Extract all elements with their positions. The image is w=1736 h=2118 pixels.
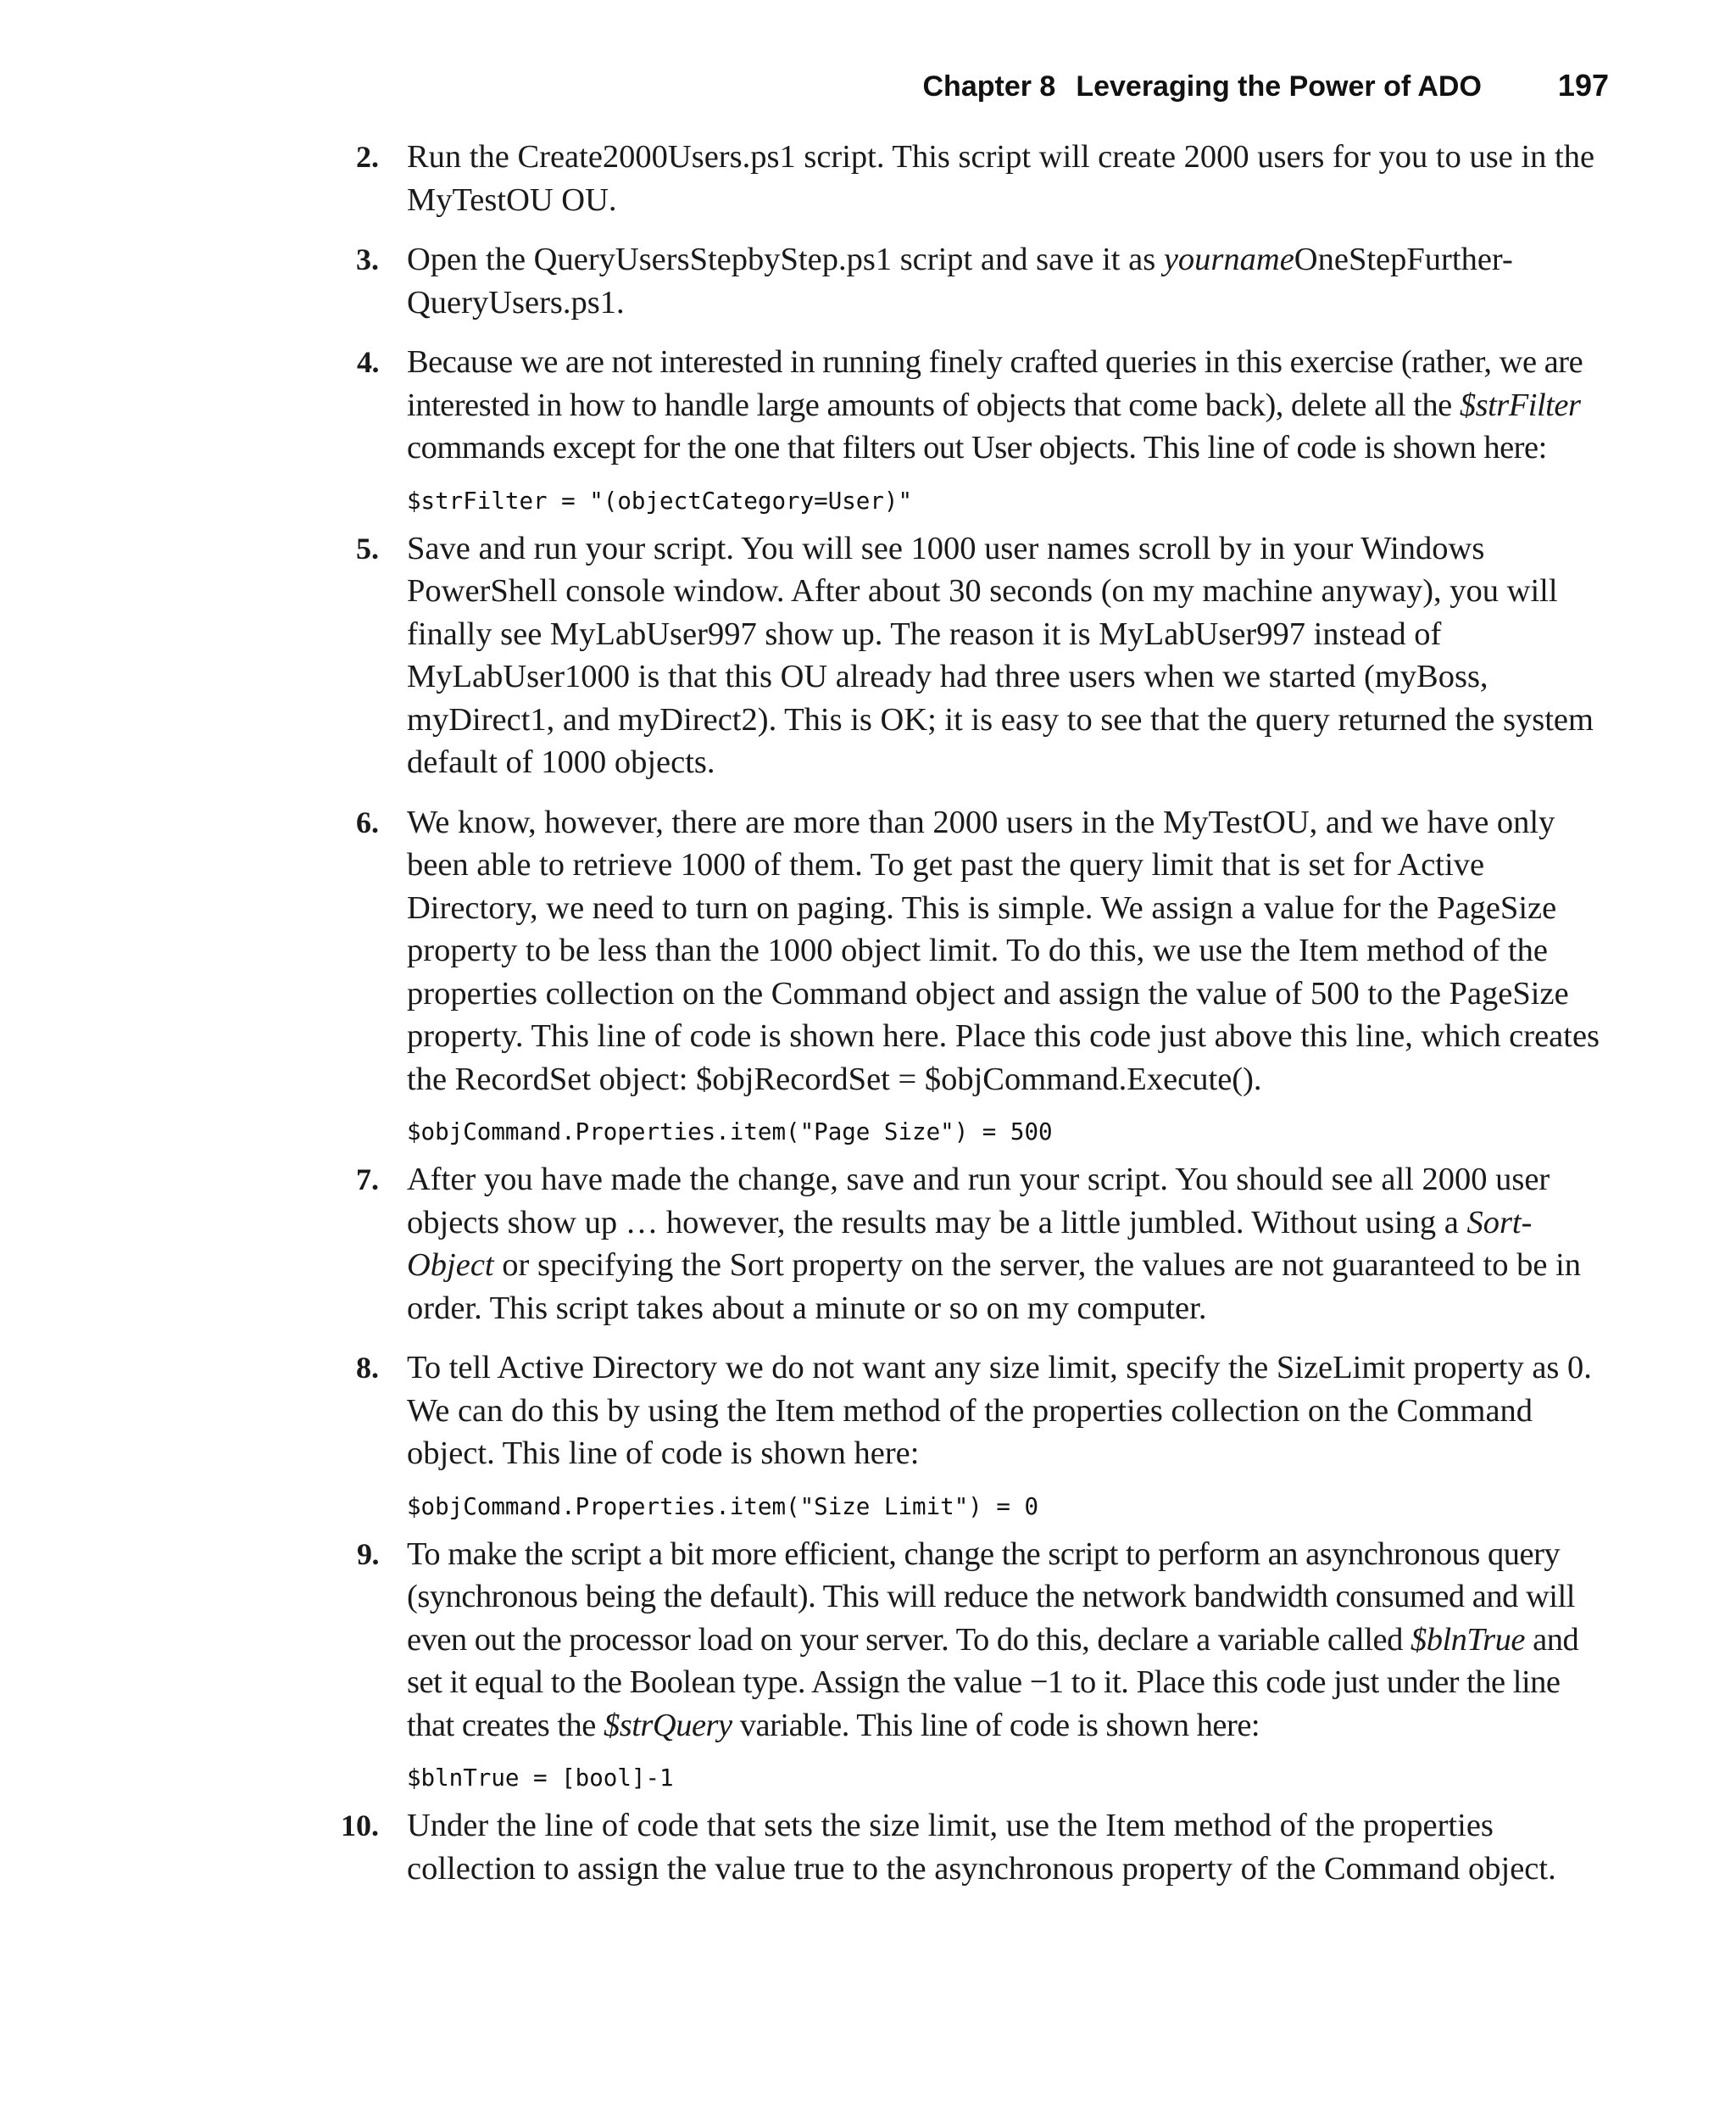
chapter-label: Chapter 8	[922, 70, 1056, 103]
step-number: 7.	[356, 1162, 379, 1196]
step-10	[335, 1804, 1615, 1890]
step-7	[335, 1158, 1615, 1329]
step-text: To make the script a bit more efficient, change the script to perform an asynchronous query (synchronous being the default). This will reduce the network bandwidth consumed and will even out the processor load on your server. To do this, declare a variable called $blnTrue and set it equal to the Boolean type. Assign the value −1 to it. Place this code just under the line that creates the $strQuery variable. This line of code is shown here:	[407, 1536, 1579, 1743]
step-4	[335, 341, 1615, 470]
step-text: After you have made the change, save and run your script. You should see all 2000 user objects show up … however, the results may be a little jumbled. Without using a Sort-Object or specifying the Sort property on the server, the values are not guaranteed to be in order. This script takes about a minute or so on my computer.	[407, 1162, 1582, 1326]
step-3	[335, 238, 1615, 324]
code-line: $strFilter = "(objectCategory=User)"	[407, 487, 913, 515]
step-text: Because we are not interested in running finely crafted queries in this exercise (rather, we are interested in how to handle large amounts of objects that come back), delete all the $strFilter commands except for the one that filters out User objects. This line of code is shown here:	[407, 344, 1583, 465]
step-6	[335, 801, 1615, 1101]
code-line: $objCommand.Properties.item("Page Size") = 500	[407, 1118, 1053, 1145]
chapter-title: Leveraging the Power of ADO	[1076, 70, 1482, 103]
step-text: Run the Create2000Users.ps1 script. This script will create 2000 users for you to use in the MyTestOU OU.	[407, 139, 1595, 218]
step-number: 3.	[356, 242, 379, 276]
step-text: We know, however, there are more than 2000 users in the MyTestOU, and we have only been able to retrieve 1000 of them. To get past the query limit that is set for Active Directory, we need to turn on paging. This is simple. We assign a value for the PageSize property to be less than the 1000 object limit. To do this, we use the Item method of the properties collection on the Command object and assign the value of 500 to the PageSize property. This line of code is shown here. Place this code just above this line, which creates the RecordSet object: $objRecordSet = $objCommand.Execute().	[407, 804, 1600, 1097]
code-line: $objCommand.Properties.item("Size Limit") = 0	[407, 1492, 1039, 1520]
step-number: 2.	[356, 140, 379, 174]
page-number: 197	[1557, 68, 1609, 103]
step-number: 4.	[357, 345, 379, 379]
step-text: Under the line of code that sets the size limit, use the Item method of the properties collection to assign the value true to the asynchronous property of the Command object.	[407, 1808, 1556, 1887]
page-body	[335, 136, 1615, 1907]
code-line: $blnTrue = [bool]-1	[407, 1764, 674, 1792]
step-text: Save and run your script. You will see 1000 user names scroll by in your Windows PowerShell console window. After about 30 seconds (on my machine anyway), you will finally see MyLabUser997 show up. The reason it is MyLabUser997 instead of MyLabUser1000 is that this OU already had three users when we started (myBoss, myDirect1, and myDirect2). This is OK; it is easy to see that the query returned the system default of 1000 objects.	[407, 530, 1594, 780]
step-9	[335, 1533, 1615, 1747]
step-number: 5.	[356, 531, 379, 566]
step-8	[335, 1346, 1615, 1475]
page-header	[923, 68, 1610, 103]
step-number: 6.	[356, 805, 379, 839]
step-text: Open the QueryUsersStepbyStep.ps1 script and save it as yournameOneStepFurther-QueryUsers.ps1.	[407, 242, 1513, 320]
step-text: To tell Active Directory we do not want any size limit, specify the SizeLimit property as 0. We can do this by using the Item method of the properties collection on the Command object. This line of code is shown here:	[407, 1350, 1592, 1471]
step-number: 9.	[357, 1536, 379, 1571]
step-number: 10.	[341, 1809, 379, 1842]
step-2	[335, 136, 1615, 221]
step-5	[335, 527, 1615, 784]
step-number: 8.	[356, 1351, 379, 1385]
